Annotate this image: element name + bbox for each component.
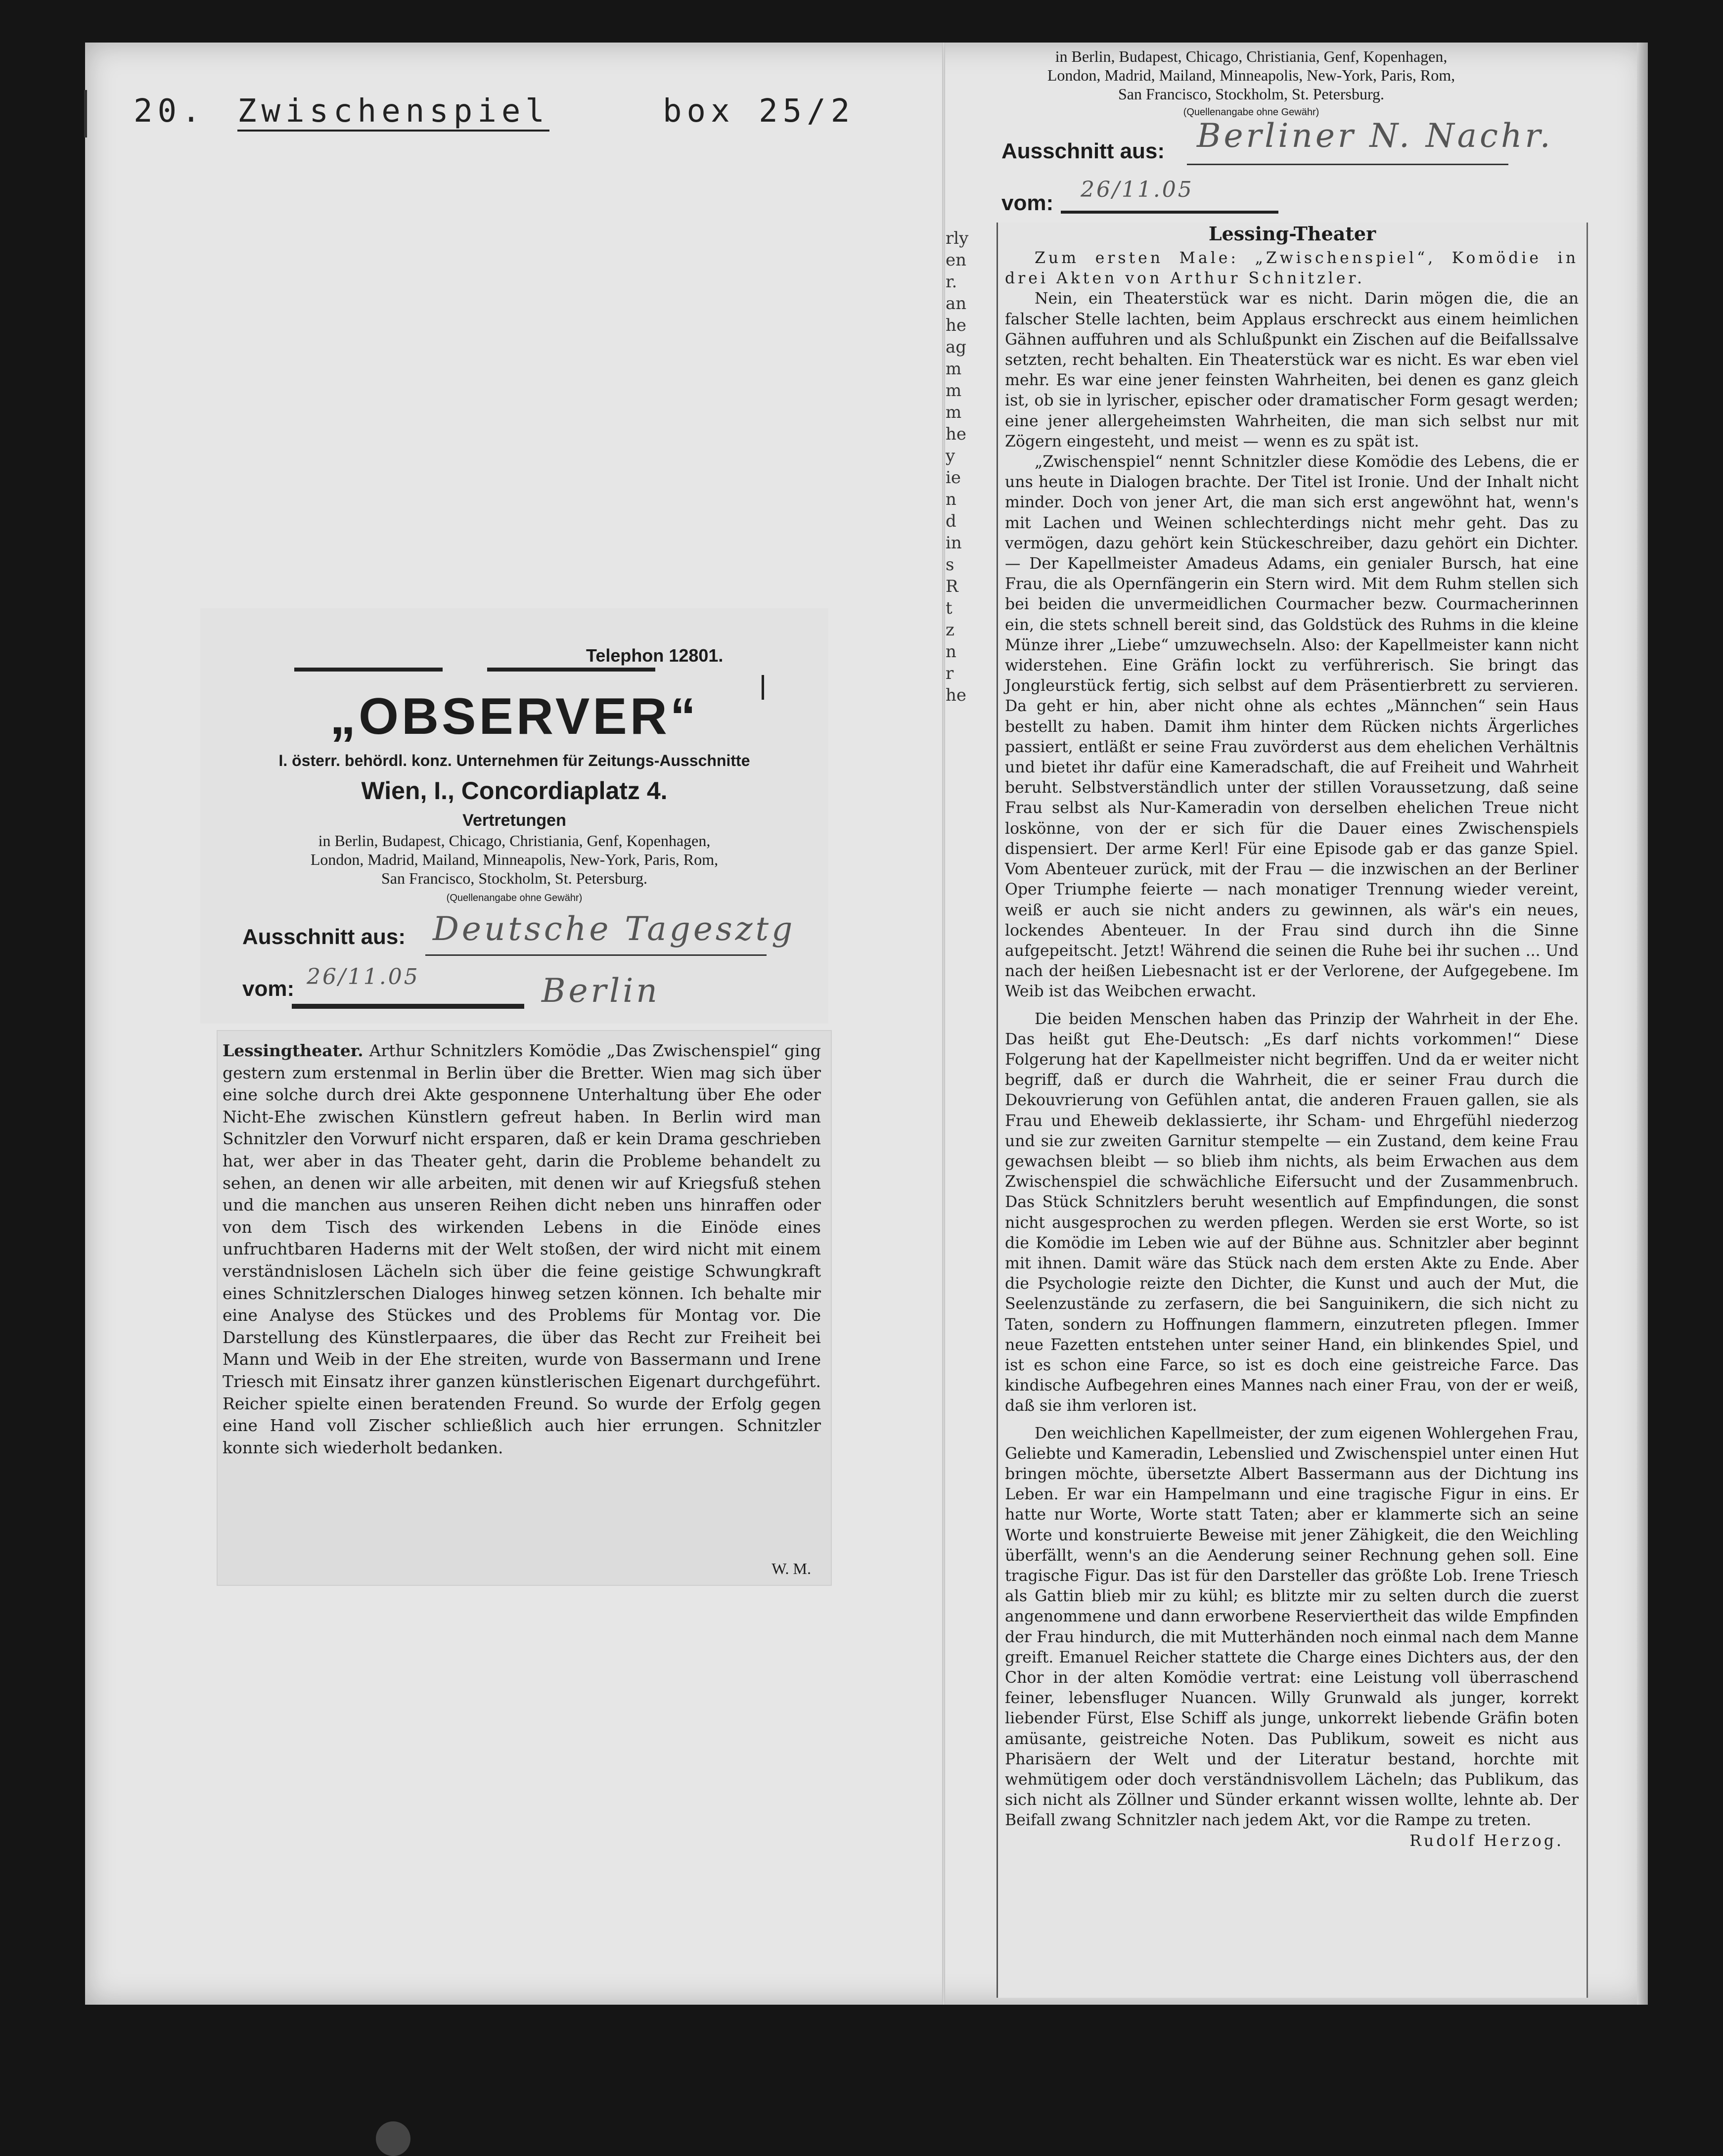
right-date-handwritten: 26/11.05 xyxy=(1081,177,1194,202)
vom-rule xyxy=(292,1004,524,1009)
date-handwritten: 26/11.05 xyxy=(307,964,420,989)
observer-subtitle: I. österr. behördl. konz. Unternehmen für Zeitungs-Ausschnitte xyxy=(278,752,750,769)
archive-box: box 25/2 xyxy=(663,93,855,130)
ink-blot xyxy=(376,2121,410,2156)
source-note: (Quellenangabe ohne Gewähr) xyxy=(446,893,583,903)
right-cities-line-1: in Berlin, Budapest, Chicago, Christiania, Genf, Kopenhagen, xyxy=(1055,47,1448,65)
observer-logo: „OBSERVER“ xyxy=(330,688,699,745)
page-fold xyxy=(942,43,945,2005)
observer-address: Wien, I., Concordiaplatz 4. xyxy=(361,777,668,805)
right-article-paragraph: Den weichlichen Kapellmeister, der zum eigenen Wohlergehen Frau, Geliebte und Kameradin, Lebenslied und Zwischenspiel unter einen Hut bringen möchte, übersetzte Albert Bassermann aus der Dichtung ins Leben. Er war ein Hampelmann und eine tragische Figur in eins. Er hatte nur Worte, Worte statt Taten; aber er klammerte sich an seine Worte und konstruierte Beweise mit jener Zähigkeit, die den Weichling überfällt, wenn's an die Aenderung seiner Rechnung gehen soll. Eine tragische Figur. Das ist für den Darsteller das größte Lob. Irene Triesch als Gattin blieb mir zu kühl; es blitzte mir zu selten durch die zuerst angenommene und dann erworbene Reserviertheit das wilde Empfinden der Frau hindurch, die mit Mutterhänden noch einmal nach dem Manne greift. Emanuel Reicher stattete die Charge eines Dichters aus, der den Chor in der alten Komödie vertrat: eine Leistung voll überraschend feiner, lebensfluger Nuancen. Willy Grunwald als junger, korrekt liebender Fürst, Else Schiff als junge, unkorrekt liebende Gräfin boten amüsante, geistreiche Noten. Das Publikum, soweit es nicht aus Pharisäern der Welt und der Literatur bestand, horchte mit wehmütigem oder doch verständnisvollem Lächeln; das Publikum, das sich nicht als Zöllner und Sünder erkannt wissen wollte, lehnte ab. Der Beifall zwang Schnitzler nach jedem Akt, vor die Rampe zu treten. xyxy=(1005,1424,1579,1830)
vertretungen-label: Vertretungen xyxy=(462,811,566,830)
right-vom-label: vom: xyxy=(1001,191,1054,215)
cities-line-2: London, Madrid, Mailand, Minneapolis, New-York, Paris, Rom, xyxy=(310,851,719,868)
right-source-note: (Quellenangabe ohne Gewähr) xyxy=(1183,107,1319,118)
header-rule-right xyxy=(487,668,655,672)
cities-line-1: in Berlin, Budapest, Chicago, Christiania, Genf, Kopenhagen, xyxy=(318,832,711,850)
archive-number: 20. xyxy=(134,93,206,130)
cities-line-3: San Francisco, Stockholm, St. Petersburg. xyxy=(381,869,648,887)
torn-edge-fragments xyxy=(946,227,995,969)
right-article-signature: Rudolf Herzog. xyxy=(1409,1832,1564,1850)
right-article-paragraph: Nein, ein Theaterstück war es nicht. Darin mögen die, die an falscher Stelle lachten, beim Applaus erschreckt aus einem heimlichen Gähnen auffuhren und als Schlußpunkt ein Zischen auf die Beifallssalve setzten, recht behalten. Ein Theaterstück war es nicht. Es war eben viel mehr. Es war eine jener feinsten Wahrheiten, bei denen es ganz gleich ist, ob sie in lyrischer, epischer oder dramatischer Form gesagt werden; eine jener allergeheimsten Wahrheiten, die man sich selbst nur mit Zögern eingesteht, und meist — wenn es zu spät ist. xyxy=(1005,290,1579,450)
right-ausschnitt-label: Ausschnitt aus: xyxy=(1001,139,1165,163)
right-article-text xyxy=(1005,248,1579,1851)
left-article xyxy=(218,1031,831,1585)
right-article xyxy=(997,223,1588,1998)
right-article-paragraph: „Zwischenspiel“ nennt Schnitzler diese Komödie des Lebens, die er uns heute in Dialogen brachte. Der Titel ist Ironie. Und der Inhalt nicht minder. Doch von jener Art, die man sich erst angewöhnt hat, wenn's mit Lachen und Weinen schlechterdings nicht mehr geht. Das zu vermögen, dazu gehört kein Stückeschreiber, dazu gehört ein Dichter. — Der Kapellmeister Amadeus Adams, ein genialer Bursch, hat eine Frau, die als Opernfängerin ein Stern wird. Mit dem Ruhm stellen sich bei beiden die unvermeidlichen Courmacher bezw. Courmacherinnen ein, die stets schnell bereit sind, das Goldstück des Ruhms in die kleine Münze ihrer „Liebe“ umzuwechseln. Also: der Kapellmeister kann nicht widerstehen. Eine Gräfin lockt zu verführerisch. Sie bringt das Jongleurstück fertig, sich selbst auf dem Präsentierbrett zu servieren. Da geht er hin, aber nicht ohne als echtes „Männchen“ sein Haus bestellt zu haben. Damit ihm hinter dem Rücken nichts Ärgerliches passiert, entläßt er seine Frau zuvörderst aus dem ehelichen Verhältnis und bietet ihr dafür eine Kameradschaft, die auf Freiheit und Wahrheit beruht. Selbstverständlich unter der stillen Voraussetzung, daß seine Frau selbst als Nur-Kameradin von derselben ehelichen Treue nicht loskönne, von der er sich für die Dauer eines Zwischenspiels dispensiert. Der arme Kerl! Für eine Episode gab er das ganze Spiel. Vom Abenteuer zurück, mit der Frau — die inzwischen an der Berliner Oper Triumphe feierte — nach monatiger Trennung wieder vereint, weiß er auch sie nicht anders zu gewinnen, als wär's ein neues, lockendes Abenteuer. In der Frau sind durch ihn die Sinne aufgepeitscht. Jetzt! Während die seinen die Ruhe bei ihr suchen ... Und nach der heißen Liebesnacht ist er der Verlorene, der Aufgegebene. Im Weib ist das Weibchen erwacht. xyxy=(1005,453,1579,1001)
right-cities-line-2: London, Madrid, Mailand, Minneapolis, New-York, Paris, Rom, xyxy=(1047,66,1455,84)
sheet-edge xyxy=(1637,43,1648,2005)
telephone-number: Telephon 12801. xyxy=(586,645,724,666)
observer-header-left xyxy=(200,608,828,1024)
vom-label: vom: xyxy=(242,977,295,1001)
header-rule-left xyxy=(294,668,443,672)
left-article-heading: Lessingtheater. xyxy=(223,1041,363,1060)
bracket-mark xyxy=(84,90,87,137)
edge-fragment-text: rly en r. an he ag m m m he y ie n d in s R t z n r he xyxy=(946,228,969,705)
left-article-signature: W. M. xyxy=(771,1560,811,1577)
observer-header-right xyxy=(954,43,1637,221)
place-handwritten: Berlin xyxy=(542,972,660,1010)
right-article-paragraph: Zum ersten Male: „Zwischenspiel“, Komödie in drei Akten von Arthur Schnitzler. xyxy=(1005,249,1579,288)
right-article-heading: Lessing-Theater xyxy=(1208,223,1376,245)
right-article-paragraph: Die beiden Menschen haben das Prinzip der Wahrheit in der Ehe. Das heißt gut Ehe-Deutsch: „Es darf nichts vorkommen!“ Diese Folgerung hat der Kapellmeister nicht begriffen. Und da er weiter nicht begriff, daß er durch die Wahrheit, die er seiner Frau durch die Dekouvrierung von Gefühlen antat, die anderen Frauen gallen, sie als Frau und Eheweib deklassierte, ihr Scham- und Ehrgefühl niederzog und sie zur zweiten Garnitur stempelte — ein Zustand, dem keine Frau gewachsen bleibt — so blieb ihm nichts, als beim Erwachen aus dem Zwischenspiel die schwächliche Eifersucht und der Zusammenbruch. Das Stück Schnitzlers beruht wesentlich auf Empfindungen, die sonst nicht ausgesprochen zu werden pflegen. Werden sie erst Worte, so ist die Komödie im Leben wie auf der Bühne aus. Schnitzler aber beginnt mit ihnen. Damit wäre das Stück nach dem ersten Akte zu Ende. Aber die Psychologie reizte den Dichter, die Kunst und auch der Mut, die Seelenzustände zu zerfasern, die bei Sanguinikern, die sich nicht zu Taten, sondern zu Hoffnungen flammern, einzutreten pflegen. Immer neue Fazetten entstehen unter seiner Hand, ein blinkendes Spiel, und ist es schon eine Farce, so ist es doch eine geistreiche Farce. Das kindische Aufbegehren eines Mannes nach einer Frau, von der er weiß, daß sie ihm verloren ist. xyxy=(1005,1010,1579,1415)
left-article-paragraph: Arthur Schnitzlers Komödie „Das Zwischenspiel“ ging gestern zum erstenmal in Berlin über die Bretter. Wien mag sich über eine solche durch drei Akte gesponnene Unterhaltung über Ehe oder Nicht-Ehe zwischen Künstlern gefreut haben. In Berlin wird man Schnitzler den Vorwurf nicht ersparen, daß er kein Drama geschrieben hat, wer aber in das Theater geht, darin die Probleme behandelt zu sehen, an denen wir alle arbeiten, mit denen wir auf Kriegsfuß stehen und die manchen aus unseren Reihen dicht neben uns hinraffen oder von dem Tisch des wirkenden Lebens in die Einöde eines unfruchtbaren Haderns mit der Welt stoßen, der wird nicht mit einem verständnislosen Lächeln sich über die feine geistige Schwungkraft eines Schnitzlerschen Dialoges hinweg setzen können. Ich behalte mir eine Analyse des Stückes und des Problems für Montag vor. Die Darstellung des Künstlerpaares, die über das Recht zur Freiheit bei Mann und Weib in der Ehe streiten, wurde von Bassermann und Irene Triesch mit Einsatz ihrer ganzen künstlerischen Eigenart durchgeführt. Reicher spielte einen beratenden Freund. So wurde der Erfolg gegen eine Hand voll Zischer schließlich auch hier errungen. Schnitzler konnte sich wiederholt bedanken. xyxy=(223,1041,821,1457)
ausschnitt-label: Ausschnitt aus: xyxy=(242,925,406,949)
right-cities-line-3: San Francisco, Stockholm, St. Petersburg. xyxy=(1118,85,1385,103)
right-source-handwritten: Berliner N. Nachr. xyxy=(1197,117,1553,155)
source-handwritten: Deutsche Tagesztg xyxy=(433,910,796,948)
archive-title: Zwischenspiel xyxy=(237,93,549,132)
left-article-text xyxy=(223,1040,821,1459)
